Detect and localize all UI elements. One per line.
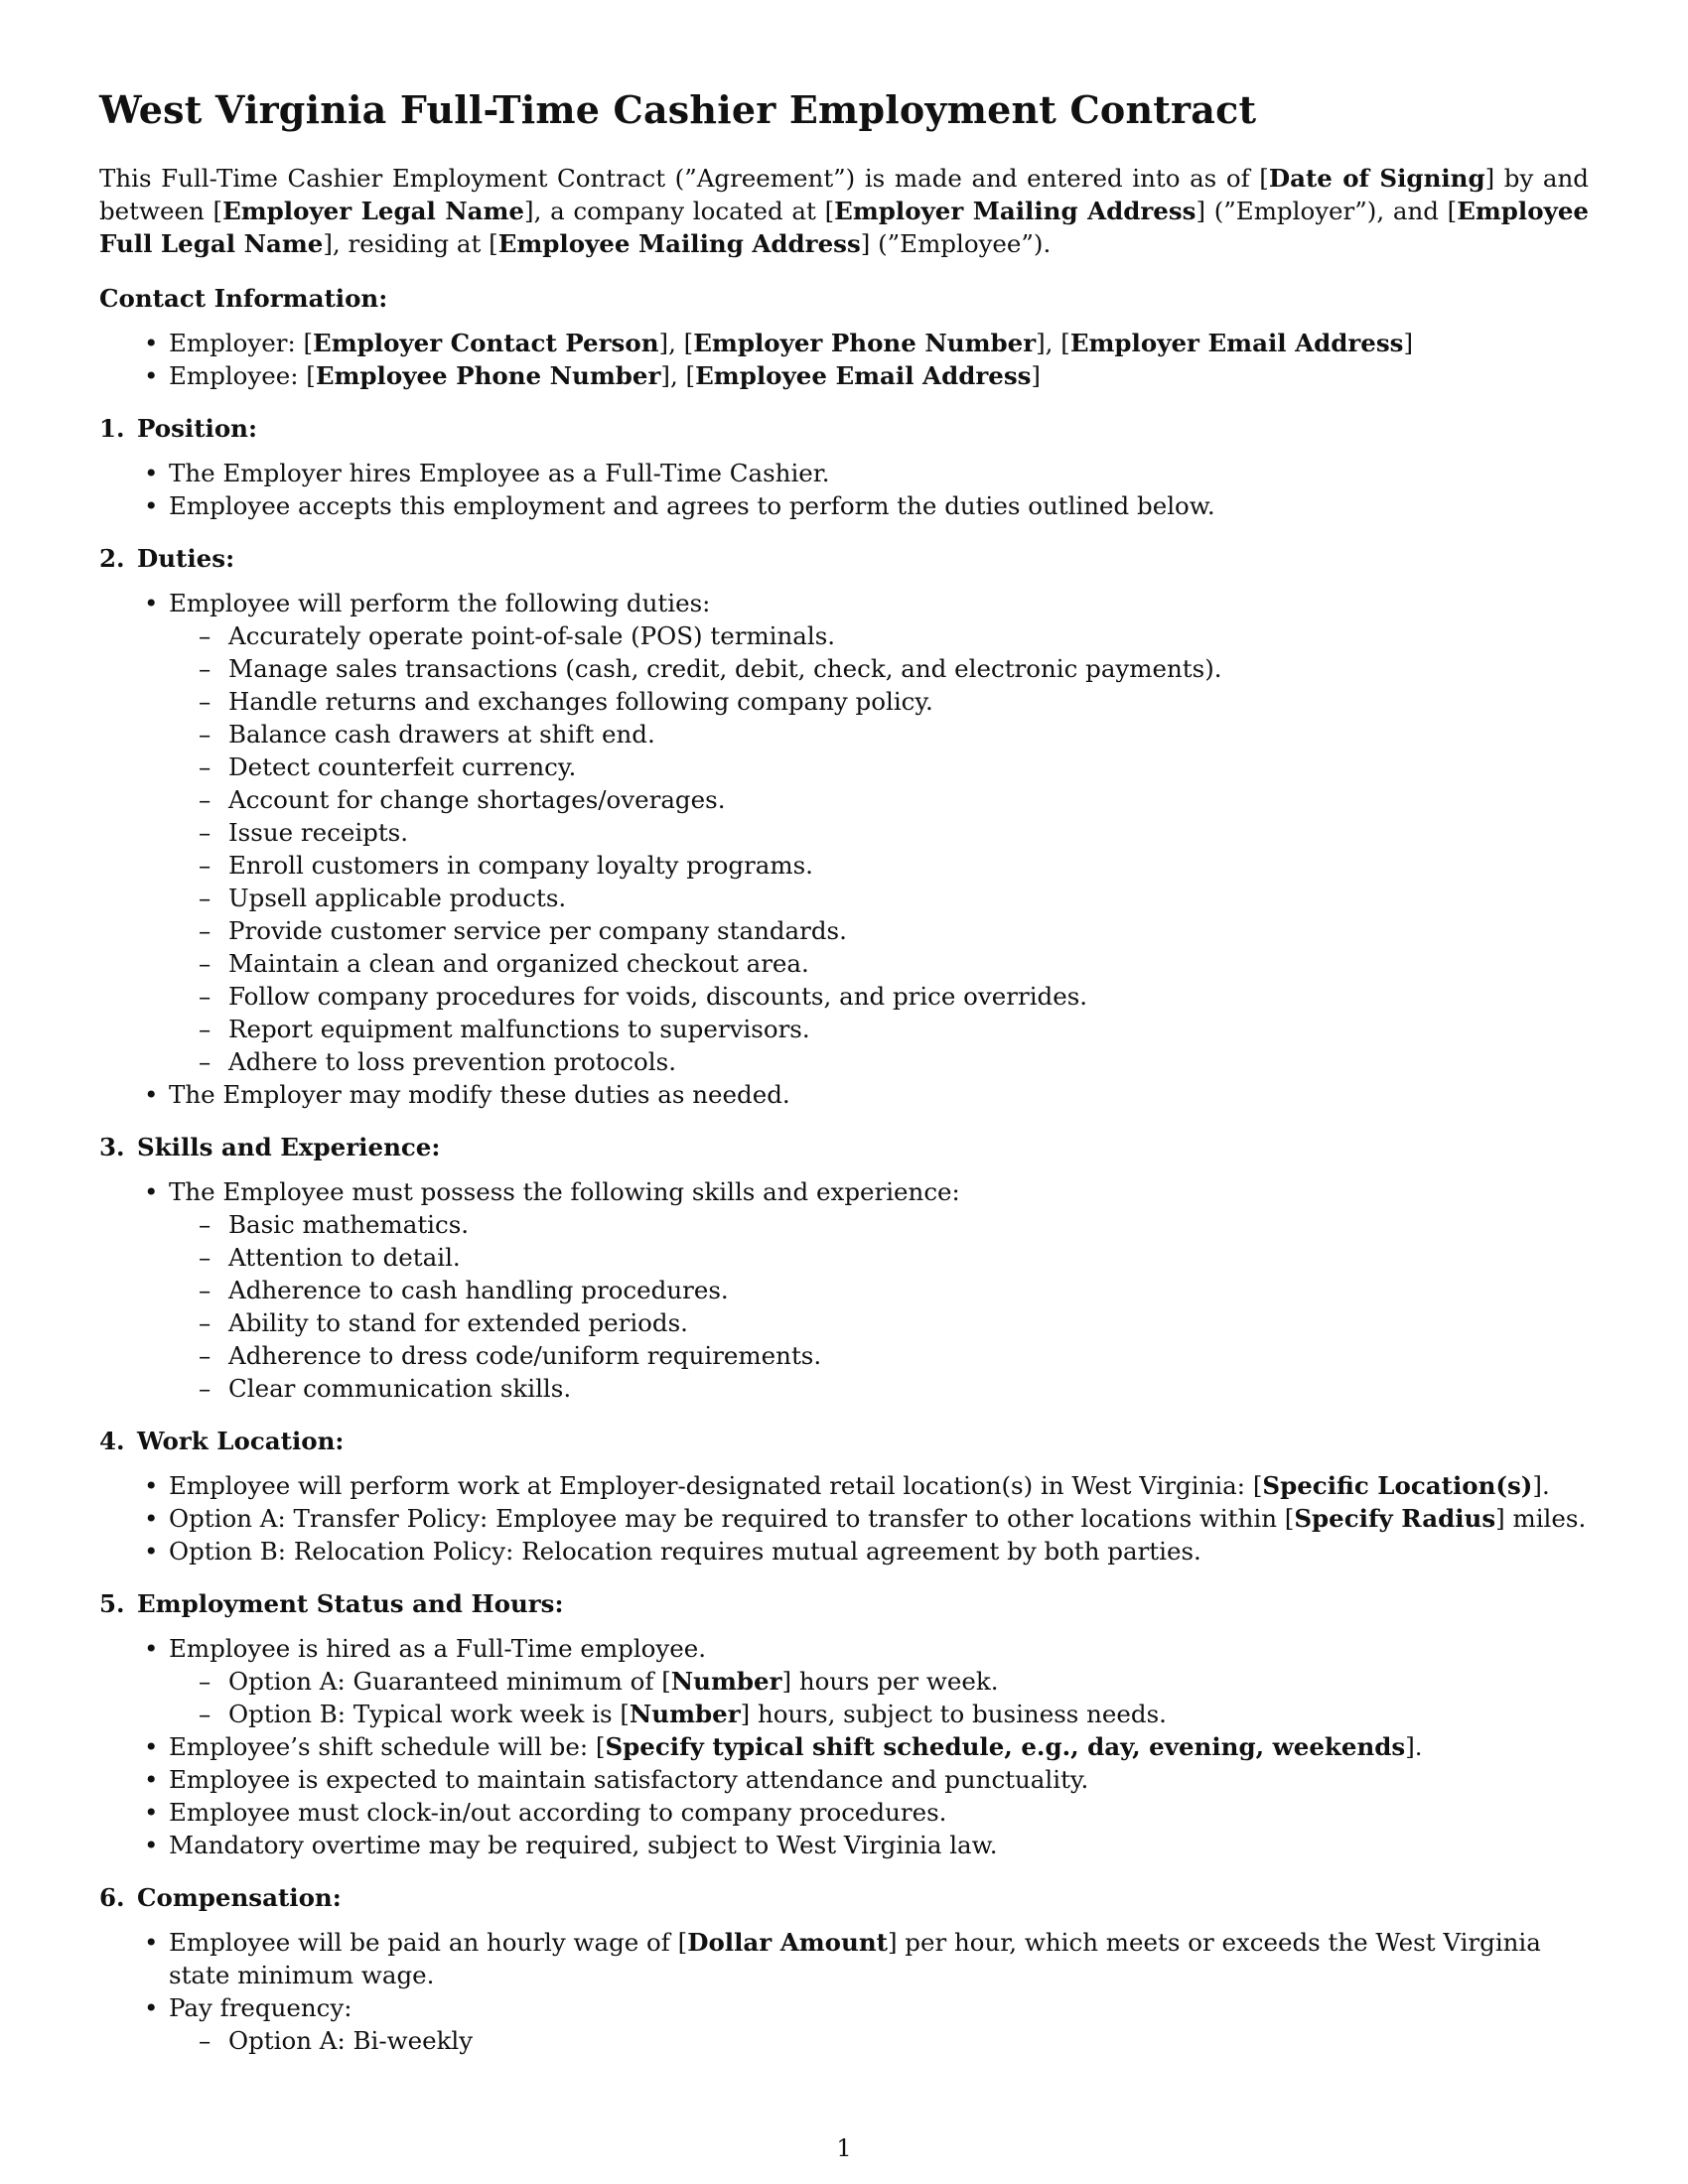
section-title: Duties: <box>137 544 235 573</box>
list-item-text: Option B: Typical work week is [ <box>228 1700 630 1728</box>
sublist-item: – Adherence to dress code/uniform requirements. <box>169 1339 1589 1372</box>
contact-label: Employee: [ <box>169 361 316 390</box>
separator: ], [ <box>1036 329 1070 357</box>
section-duties-list <box>99 587 1589 1111</box>
placeholder-employer-legal-name: Employer Legal Name <box>222 197 525 225</box>
section-title: Work Location: <box>137 1427 345 1455</box>
list-item-text: Pay frequency: <box>169 1993 352 2022</box>
intro-paragraph <box>99 162 1589 260</box>
intro-text: ] by and between [ <box>99 164 1589 225</box>
placeholder-specify-radius: Specify Radius <box>1294 1504 1496 1533</box>
list-item: • Mandatory overtime may be required, subject to West Virginia law. <box>99 1829 1589 1861</box>
list-item <box>99 1632 1589 1730</box>
list-item: • The Employer hires Employee as a Full-Time Cashier. <box>99 457 1589 489</box>
list-item <box>99 1175 1589 1405</box>
duties-sublist <box>169 619 1589 1078</box>
sublist-item: – Upsell applicable products. <box>169 882 1589 914</box>
placeholder-number: Number <box>670 1667 782 1696</box>
list-item <box>99 587 1589 1078</box>
contact-employer-item <box>99 327 1589 359</box>
list-item <box>99 1991 1589 2057</box>
list-item-text: ] hours, subject to business needs. <box>740 1700 1167 1728</box>
placeholder-employer-contact-person: Employer Contact Person <box>313 329 659 357</box>
placeholder-employee-email-address: Employee Email Address <box>695 361 1032 390</box>
section-position-list <box>99 457 1589 522</box>
section-title: Compensation: <box>137 1883 342 1912</box>
sublist-item: – Issue receipts. <box>169 816 1589 849</box>
sublist-item: – Ability to stand for extended periods. <box>169 1306 1589 1339</box>
section-number: 6. <box>99 1883 125 1912</box>
sublist-item <box>169 1665 1589 1698</box>
sublist-item: – Handle returns and exchanges following company policy. <box>169 685 1589 718</box>
placeholder-shift-schedule: Specify typical shift schedule, e.g., day, evening, weekends <box>605 1732 1406 1761</box>
document-content <box>99 87 1589 2079</box>
placeholder-specific-locations: Specific Location(s) <box>1262 1471 1533 1500</box>
section-work-location-heading <box>99 1427 1589 1455</box>
list-item <box>99 1502 1589 1535</box>
section-compensation-heading <box>99 1883 1589 1912</box>
section-duties-heading <box>99 544 1589 573</box>
contact-information-list <box>99 327 1589 392</box>
sublist-item: – Clear communication skills. <box>169 1372 1589 1405</box>
section-number: 2. <box>99 544 125 573</box>
list-item-text: ] hours per week. <box>781 1667 999 1696</box>
sublist-item: – Option A: Bi-weekly <box>169 2024 1589 2057</box>
placeholder-employer-phone-number: Employer Phone Number <box>693 329 1037 357</box>
list-item: • Employee must clock-in/out according to company procedures. <box>99 1796 1589 1829</box>
list-item: • The Employer may modify these duties as needed. <box>99 1078 1589 1111</box>
placeholder-number: Number <box>629 1700 741 1728</box>
placeholder-dollar-amount: Dollar Amount <box>687 1928 888 1957</box>
page-number: 1 <box>836 2134 852 2162</box>
section-number: 1. <box>99 414 125 443</box>
list-item-text: ] miles. <box>1495 1504 1587 1533</box>
separator: ], [ <box>658 329 694 357</box>
pay-frequency-sublist <box>169 2024 1589 2057</box>
section-work-location-list <box>99 1469 1589 1568</box>
section-compensation-list <box>99 1926 1589 2057</box>
placeholder-employee-mailing-address: Employee Mailing Address <box>497 229 861 258</box>
list-item-text: Employee is hired as a Full-Time employee. <box>169 1634 707 1663</box>
sublist-item: – Enroll customers in company loyalty programs. <box>169 849 1589 882</box>
section-employment-status-heading <box>99 1589 1589 1618</box>
list-item-text: Employee will perform work at Employer-designated retail location(s) in West Virginia: [ <box>169 1471 1263 1500</box>
hours-options-sublist <box>169 1665 1589 1730</box>
sublist-item: – Maintain a clean and organized checkout area. <box>169 947 1589 980</box>
sublist-item: – Report equipment malfunctions to supervisors. <box>169 1013 1589 1045</box>
sublist-item: – Attention to detail. <box>169 1241 1589 1274</box>
placeholder-employer-mailing-address: Employer Mailing Address <box>834 197 1196 225</box>
placeholder-employer-email-address: Employer Email Address <box>1069 329 1404 357</box>
document-title: West Virginia Full-Time Cashier Employment Contract <box>99 87 1257 132</box>
sublist-item: – Accurately operate point-of-sale (POS) terminals. <box>169 619 1589 652</box>
intro-text: ] (”Employee”). <box>860 229 1052 258</box>
list-item-text: Option A: Transfer Policy: Employee may be required to transfer to other locations within [ <box>169 1504 1295 1533</box>
intro-text: This Full-Time Cashier Employment Contract (”Agreement”) is made and entered into as of [ <box>99 164 1269 193</box>
list-item <box>99 1730 1589 1763</box>
section-title: Position: <box>137 414 258 443</box>
sublist-item: – Account for change shortages/overages. <box>169 783 1589 816</box>
sublist-item: – Balance cash drawers at shift end. <box>169 718 1589 751</box>
section-employment-status-list <box>99 1632 1589 1861</box>
section-skills-list <box>99 1175 1589 1405</box>
section-title: Skills and Experience: <box>137 1133 441 1161</box>
bracket-end: ] <box>1403 329 1413 357</box>
contact-employee-item <box>99 359 1589 392</box>
list-item-text: ]. <box>1405 1732 1423 1761</box>
intro-text: ], a company located at [ <box>524 197 835 225</box>
list-item-text: Employee’s shift schedule will be: [ <box>169 1732 606 1761</box>
list-item: • Option B: Relocation Policy: Relocation requires mutual agreement by both parties. <box>99 1535 1589 1568</box>
sublist-item <box>169 1698 1589 1730</box>
section-title: Employment Status and Hours: <box>137 1589 564 1618</box>
section-skills-heading <box>99 1133 1589 1161</box>
bracket-end: ] <box>1031 361 1041 390</box>
sublist-item: – Basic mathematics. <box>169 1208 1589 1241</box>
placeholder-employee-full-legal-name: Employee Full Legal Name <box>99 197 1589 258</box>
list-item <box>99 1469 1589 1502</box>
list-item-text: Employee will perform the following duties: <box>169 589 711 617</box>
sublist-item: – Adhere to loss prevention protocols. <box>169 1045 1589 1078</box>
sublist-item: – Detect counterfeit currency. <box>169 751 1589 783</box>
sublist-item: – Follow company procedures for voids, discounts, and price overrides. <box>169 980 1589 1013</box>
intro-text: ] (”Employer”), and [ <box>1196 197 1458 225</box>
section-number: 3. <box>99 1133 125 1161</box>
intro-text: ], residing at [ <box>323 229 498 258</box>
list-item-text: Employee will be paid an hourly wage of [ <box>169 1928 688 1957</box>
list-item-text: ]. <box>1532 1471 1550 1500</box>
placeholder-employee-phone-number: Employee Phone Number <box>315 361 661 390</box>
list-item-text: The Employee must possess the following skills and experience: <box>169 1177 960 1206</box>
list-item <box>99 1926 1589 1991</box>
list-item-text: ] per hour, which meets or exceeds the West Virginia state minimum wage. <box>169 1928 1541 1989</box>
separator: ], [ <box>660 361 696 390</box>
contact-information-heading: Contact Information: <box>99 284 388 313</box>
placeholder-date-of-signing: Date of Signing <box>1268 164 1485 193</box>
sublist-item: – Adherence to cash handling procedures. <box>169 1274 1589 1306</box>
sublist-item: – Manage sales transactions (cash, credit, debit, check, and electronic payments). <box>169 652 1589 685</box>
section-number: 5. <box>99 1589 125 1618</box>
sublist-item: – Provide customer service per company standards. <box>169 914 1589 947</box>
list-item: • Employee is expected to maintain satisfactory attendance and punctuality. <box>99 1763 1589 1796</box>
skills-sublist <box>169 1208 1589 1405</box>
list-item: • Employee accepts this employment and agrees to perform the duties outlined below. <box>99 489 1589 522</box>
section-position-heading <box>99 414 1589 443</box>
section-number: 4. <box>99 1427 125 1455</box>
list-item-text: Option A: Guaranteed minimum of [ <box>228 1667 671 1696</box>
contact-label: Employer: [ <box>169 329 314 357</box>
